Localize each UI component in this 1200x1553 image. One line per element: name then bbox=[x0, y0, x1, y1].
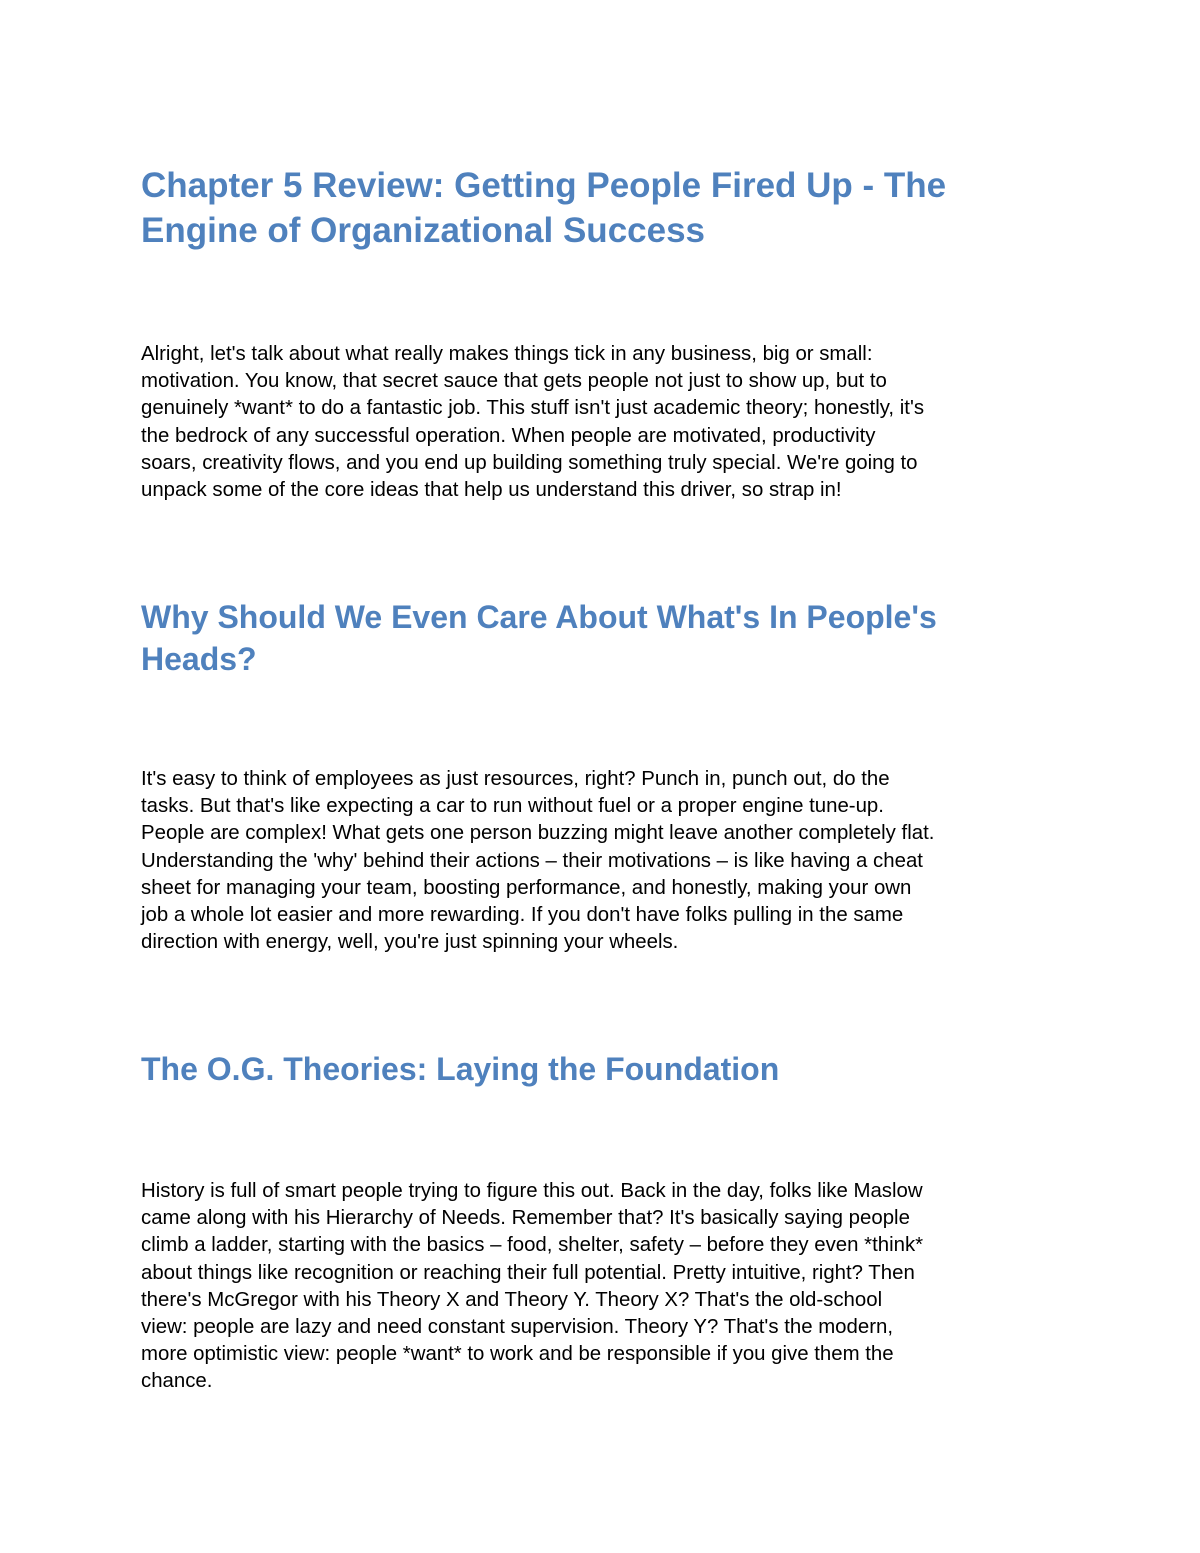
section-heading-og-theories bbox=[141, 1048, 1071, 1090]
text-line: motivation. You know, that secret sauce that gets people not just to show up, but to bbox=[141, 370, 887, 393]
text-line: climb a ladder, starting with the basics – food, shelter, safety – before they even *think* bbox=[141, 1234, 924, 1257]
text-line: direction with energy, well, you're just spinning your wheels. bbox=[141, 931, 679, 954]
text-line: the bedrock of any successful operation. When people are motivated, productivity bbox=[141, 424, 876, 447]
text-line: about things like recognition or reaching their full potential. Pretty intuitive, right? Then bbox=[141, 1261, 915, 1284]
text-line: chance. bbox=[141, 1370, 213, 1393]
text-line: view: people are lazy and need constant supervision. Theory Y? That's the modern, bbox=[141, 1316, 894, 1339]
text-line: genuinely *want* to do a fantastic job. This stuff isn't just academic theory; honestly, it's bbox=[141, 397, 925, 420]
text-line: sheet for managing your team, boosting performance, and honestly, making your own bbox=[141, 876, 912, 899]
text-line: Understanding the 'why' behind their actions – their motivations – is like having a cheat bbox=[141, 849, 923, 872]
section-heading-why-care bbox=[141, 596, 1071, 680]
text-line: job a whole lot easier and more rewarding. If you don't have folks pulling in the same bbox=[141, 904, 904, 927]
title-line: Chapter 5 Review: Getting People Fired Up - The bbox=[141, 166, 947, 205]
title-line: Engine of Organizational Success bbox=[141, 211, 706, 250]
text-line: soars, creativity flows, and you end up building something truly special. We're going to bbox=[141, 451, 918, 474]
section-paragraph-og-theories bbox=[141, 1178, 1066, 1396]
heading-line: Why Should We Even Care About What's In People's bbox=[141, 599, 937, 635]
text-line: more optimistic view: people *want* to work and be responsible if you give them the bbox=[141, 1343, 894, 1366]
text-line: History is full of smart people trying to figure this out. Back in the day, folks like Maslow bbox=[141, 1180, 923, 1202]
text-line: came along with his Hierarchy of Needs. Remember that? It's basically saying people bbox=[141, 1207, 910, 1230]
text-line: It's easy to think of employees as just resources, right? Punch in, punch out, do the bbox=[141, 768, 890, 790]
text-line: tasks. But that's like expecting a car to run without fuel or a proper engine tune-up. bbox=[141, 795, 884, 818]
intro-paragraph bbox=[141, 341, 1066, 504]
document-title bbox=[141, 163, 1071, 253]
heading-line: Heads? bbox=[141, 641, 257, 677]
text-line: Alright, let's talk about what really makes things tick in any business, big or small: bbox=[141, 343, 873, 365]
text-line: unpack some of the core ideas that help us understand this driver, so strap in! bbox=[141, 479, 842, 502]
text-line: People are complex! What gets one person buzzing might leave another completely flat. bbox=[141, 822, 935, 845]
section-paragraph-why-care bbox=[141, 766, 1066, 956]
text-line: there's McGregor with his Theory X and Theory Y. Theory X? That's the old-school bbox=[141, 1288, 883, 1311]
heading-line: The O.G. Theories: Laying the Foundation bbox=[141, 1051, 780, 1087]
